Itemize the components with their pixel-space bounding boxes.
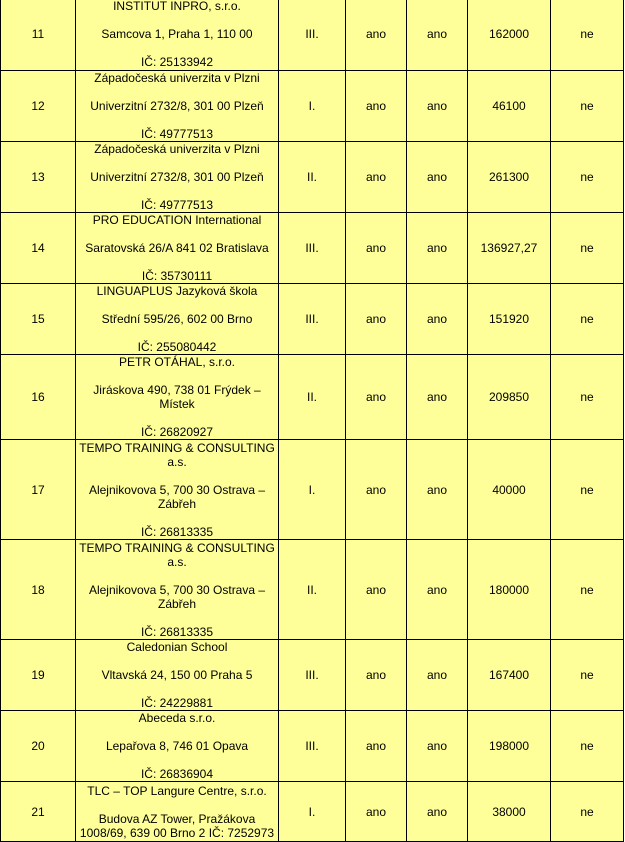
row-number: 19 (1, 640, 76, 711)
criterion-2-cell: ano (407, 540, 468, 640)
row-number: 12 (1, 71, 76, 142)
line-gap (79, 41, 275, 55)
institution-name: TEMPO TRAINING & CONSULTING a.s. (79, 540, 275, 569)
line-gap (79, 511, 275, 525)
criterion-2-cell: ano (407, 440, 468, 540)
table-row (1, 142, 624, 213)
institution-cell (76, 0, 279, 71)
institution-ic: IČ: 26820927 (140, 425, 214, 439)
institution-ic: IČ: 49777513 (140, 198, 214, 212)
criterion-1-cell: ano (346, 0, 407, 71)
institution-address: Univerzitní 2732/8, 301 00 Plzeň (90, 99, 264, 113)
amount-cell: 38000 (468, 782, 551, 842)
row-number: 13 (1, 142, 76, 213)
amount-cell: 151920 (468, 284, 551, 355)
criterion-2-cell: ano (407, 782, 468, 842)
amount-cell: 209850 (468, 355, 551, 440)
amount-cell: 162000 (468, 0, 551, 71)
line-gap (79, 469, 275, 483)
level-cell: III. (279, 640, 346, 711)
institution-cell (76, 540, 279, 640)
line-gap (79, 184, 275, 198)
amount-cell: 40000 (468, 440, 551, 540)
criterion-3-cell: ne (551, 711, 624, 782)
institution-address: Vltavská 24, 150 00 Praha 5 (101, 668, 253, 682)
institution-name: Západočeská univerzita v Plzni (94, 142, 260, 156)
row-number: 16 (1, 355, 76, 440)
table-row (1, 640, 624, 711)
amount-cell: 136927,27 (468, 213, 551, 284)
row-number: 20 (1, 711, 76, 782)
institution-ic: IČ: 35730111 (141, 269, 213, 283)
table-row (1, 540, 624, 640)
institution-cell (76, 355, 279, 440)
institution-name: LINGUAPLUS Jazyková škola (96, 284, 258, 298)
criterion-3-cell: ne (551, 540, 624, 640)
criterion-2-cell: ano (407, 711, 468, 782)
level-cell: II. (279, 540, 346, 640)
criterion-2-cell: ano (407, 640, 468, 711)
institution-name: TEMPO TRAINING & CONSULTING a.s. (79, 440, 275, 469)
institution-address: Alejnikovova 5, 700 30 Ostrava – Zábřeh (88, 582, 266, 611)
institution-address: Střední 595/26, 602 00 Brno (101, 312, 253, 326)
level-cell: II. (279, 355, 346, 440)
level-cell: I. (279, 440, 346, 540)
criterion-2-cell: ano (407, 284, 468, 355)
line-gap (79, 798, 275, 812)
line-gap (79, 411, 275, 425)
level-cell: III. (279, 284, 346, 355)
row-number: 21 (1, 782, 76, 842)
institution-name: PETR OTÁHAL, s.r.o. (118, 355, 236, 369)
criterion-2-cell: ano (407, 355, 468, 440)
line-gap (79, 654, 275, 668)
line-gap (79, 85, 275, 99)
institution-address: Budova AZ Tower, Pražákova 1008/69, 639 00 Brno 2 IČ: 7252973 (79, 811, 275, 840)
line-gap (79, 255, 275, 269)
line-gap (79, 13, 275, 27)
institution-cell (76, 142, 279, 213)
institution-address: Univerzitní 2732/8, 301 00 Plzeň (90, 170, 264, 184)
criterion-3-cell: ne (551, 142, 624, 213)
row-number: 17 (1, 440, 76, 540)
institution-ic: IČ: 49777513 (140, 127, 214, 141)
amount-cell: 180000 (468, 540, 551, 640)
level-cell: I. (279, 782, 346, 842)
criterion-3-cell: ne (551, 0, 624, 71)
institution-ic: IČ: 26813335 (140, 524, 214, 539)
row-number: 11 (1, 0, 76, 71)
criterion-1-cell: ano (346, 355, 407, 440)
level-cell: I. (279, 71, 346, 142)
level-cell: III. (279, 711, 346, 782)
table-row (1, 71, 624, 142)
institution-ic: IČ: 26813335 (140, 624, 214, 639)
criterion-3-cell: ne (551, 782, 624, 842)
row-number: 14 (1, 213, 76, 284)
table-row (1, 440, 624, 540)
criterion-1-cell: ano (346, 640, 407, 711)
institution-name: Caledonian School (126, 640, 228, 654)
table-row (1, 0, 624, 71)
institution-ic: IČ: 24229881 (140, 696, 214, 710)
line-gap (79, 298, 275, 312)
institution-cell (76, 440, 279, 540)
institution-address: Lepařova 8, 746 01 Opava (105, 739, 249, 753)
criterion-3-cell: ne (551, 213, 624, 284)
criterion-2-cell: ano (407, 213, 468, 284)
criterion-1-cell: ano (346, 782, 407, 842)
amount-cell: 46100 (468, 71, 551, 142)
row-number: 18 (1, 540, 76, 640)
criterion-3-cell: ne (551, 440, 624, 540)
institution-cell (76, 782, 279, 842)
line-gap (79, 369, 275, 383)
institution-address: Samcova 1, Praha 1, 110 00 (101, 26, 253, 41)
line-gap (79, 156, 275, 170)
institution-ic: IČ: 255080442 (137, 340, 217, 354)
line-gap (79, 227, 275, 241)
institution-cell (76, 640, 279, 711)
criterion-2-cell: ano (407, 0, 468, 71)
table-row (1, 711, 624, 782)
amount-cell: 261300 (468, 142, 551, 213)
institution-cell (76, 284, 279, 355)
criterion-3-cell: ne (551, 284, 624, 355)
criterion-2-cell: ano (407, 71, 468, 142)
institution-cell (76, 213, 279, 284)
level-cell: III. (279, 213, 346, 284)
line-gap (79, 725, 275, 739)
line-gap (79, 569, 275, 583)
criterion-3-cell: ne (551, 355, 624, 440)
institution-ic: IČ: 26836904 (140, 767, 214, 781)
line-gap (79, 682, 275, 696)
line-gap (79, 326, 275, 340)
table-row (1, 782, 624, 842)
institution-cell (76, 711, 279, 782)
table-row (1, 213, 624, 284)
institution-name: INSTITUT INPRO, s.r.o. (113, 0, 241, 13)
amount-cell: 198000 (468, 711, 551, 782)
institution-name: TLC – TOP Langure Centre, s.r.o. (87, 783, 267, 798)
institution-address: Jiráskova 490, 738 01 Frýdek – Místek (93, 383, 261, 411)
amount-cell: 167400 (468, 640, 551, 711)
institution-name: Abeceda s.r.o. (138, 711, 216, 725)
criterion-2-cell: ano (407, 142, 468, 213)
criterion-1-cell: ano (346, 142, 407, 213)
criterion-1-cell: ano (346, 711, 407, 782)
institution-ic: IČ: 25133942 (140, 54, 214, 69)
institution-name: PRO EDUCATION International (92, 213, 262, 227)
criterion-3-cell: ne (551, 71, 624, 142)
line-gap (79, 611, 275, 625)
table-row (1, 284, 624, 355)
row-number: 15 (1, 284, 76, 355)
criterion-1-cell: ano (346, 213, 407, 284)
line-gap (79, 113, 275, 127)
criterion-1-cell: ano (346, 540, 407, 640)
table-row (1, 355, 624, 440)
institution-address: Alejnikovova 5, 700 30 Ostrava – Zábřeh (88, 482, 266, 511)
level-cell: III. (279, 0, 346, 71)
institution-address: Saratovská 26/A 841 02 Bratislava (85, 241, 269, 255)
line-gap (79, 753, 275, 767)
criterion-1-cell: ano (346, 71, 407, 142)
criterion-1-cell: ano (346, 440, 407, 540)
institution-cell (76, 71, 279, 142)
criterion-3-cell: ne (551, 640, 624, 711)
criterion-1-cell: ano (346, 284, 407, 355)
institution-name: Západočeská univerzita v Plzni (94, 71, 260, 85)
level-cell: II. (279, 142, 346, 213)
